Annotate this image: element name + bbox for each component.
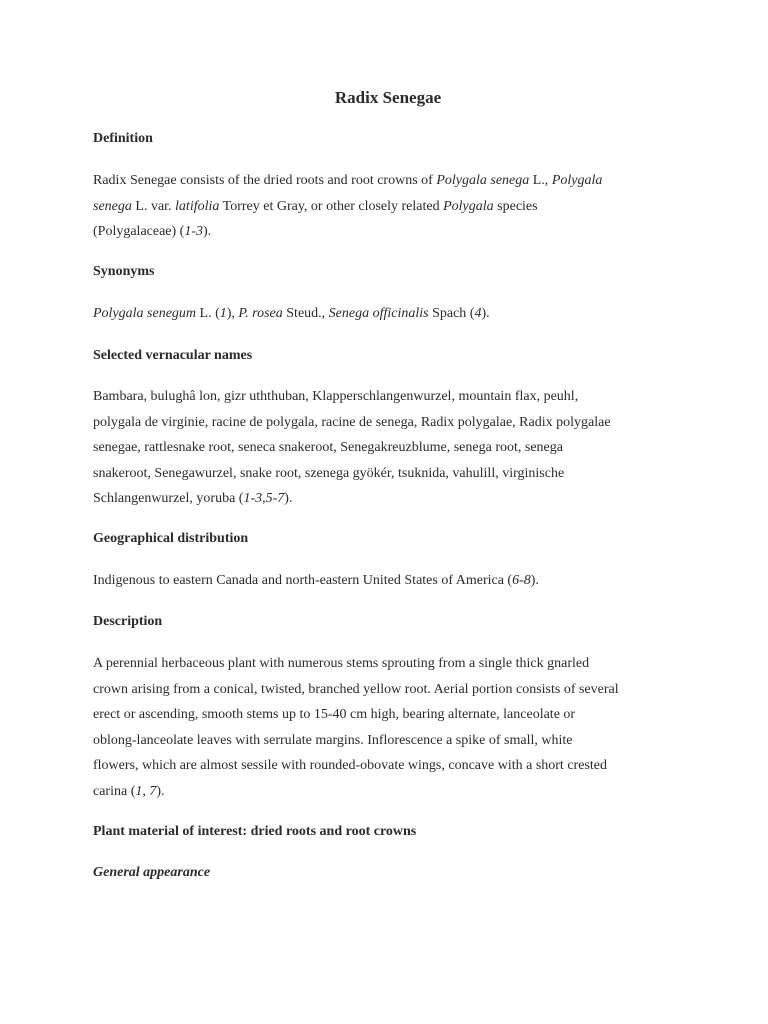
italic-text-run: Polygala <box>443 198 494 214</box>
italic-text-run: Senega officinalis <box>328 306 429 321</box>
paragraph-definition <box>93 168 683 245</box>
text-run: erect or ascending, smooth stems up to 15-40 cm high, bearing alternate, lanceolate or <box>93 707 576 722</box>
italic-text-run: 1-3 <box>184 224 204 239</box>
document-title: Radix Senegae <box>334 88 442 107</box>
text-run: Bambara, bulughâ lon, gizr uththuban, Klapperschlangenwurzel, mountain flax, peuhl, <box>93 389 579 404</box>
text-line <box>93 651 683 677</box>
heading-plant-material: Plant material of interest: dried roots and root crowns <box>93 824 417 839</box>
italic-text-run: 1 <box>135 783 143 799</box>
text-line <box>93 728 683 754</box>
heading-general-appearance: General appearance <box>93 865 211 880</box>
text-run: A perennial herbaceous plant with numerous stems sprouting from a single thick gnarled <box>93 656 590 671</box>
text-run: species <box>493 198 538 214</box>
italic-text-run: Polygala <box>551 173 603 188</box>
text-run: senegae, rattlesnake root, seneca snakeroot, Senegakreuzblume, senega root, senega <box>93 440 563 455</box>
text-run: Radix Senegae consists of the dried roots and root crowns of <box>93 173 437 188</box>
text-run: polygala de virginie, racine de polygala, racine de senega, Radix polygalae, Radix polygalae <box>93 414 611 430</box>
text-run: ), <box>226 306 239 321</box>
italic-text-run: senega <box>93 198 132 214</box>
text-run: L. ( <box>196 306 220 321</box>
text-run: Indigenous to eastern Canada and north-eastern United States of America ( <box>93 573 513 588</box>
text-line <box>93 194 683 220</box>
heading-definition: Definition <box>93 131 153 146</box>
paragraph-description <box>93 651 683 804</box>
text-run: flowers, which are almost sessile with rounded-obovate wings, concave with a short crested <box>93 758 607 773</box>
italic-text-run: Polygala senegum <box>93 306 197 321</box>
paragraph-synonyms <box>93 301 683 327</box>
italic-text-run: Polygala senega <box>436 173 530 188</box>
paragraph-vernacular-names <box>93 384 683 512</box>
text-run: ). <box>530 573 539 588</box>
heading-geographical-distribution: Geographical distribution <box>93 531 249 546</box>
text-run: L., <box>529 173 552 188</box>
text-run: ). <box>481 306 490 321</box>
text-line <box>93 168 683 194</box>
italic-text-run: 1 <box>219 306 227 321</box>
italic-text-run: 6-8 <box>512 573 531 588</box>
heading-description: Description <box>93 614 163 629</box>
text-run: ). <box>284 491 293 506</box>
text-run: Spach ( <box>428 306 475 321</box>
text-run: carina ( <box>93 783 136 799</box>
text-line <box>93 461 683 487</box>
text-line <box>93 568 683 594</box>
text-run: ). <box>203 224 212 239</box>
text-line <box>93 384 683 410</box>
italic-text-run: latifolia <box>175 198 220 214</box>
paragraph-geographical-distribution <box>93 568 683 594</box>
text-line <box>93 779 683 805</box>
heading-synonyms: Synonyms <box>93 264 155 279</box>
text-run: oblong-lanceolate leaves with serrulate margins. Inflorescence a spike of small, white <box>93 732 573 748</box>
text-run: snakeroot, Senegawurzel, snake root, szenega gyökér, tsuknida, vahulill, virginische <box>93 465 565 481</box>
heading-vernacular-names: Selected vernacular names <box>93 348 253 363</box>
text-line <box>93 410 683 436</box>
text-run: ). <box>156 783 165 799</box>
text-line <box>93 301 683 327</box>
text-run: Steud., <box>282 306 329 321</box>
text-line <box>93 219 683 245</box>
text-run: , <box>262 491 266 506</box>
italic-text-run: 4 <box>474 306 482 321</box>
text-run: (Polygalaceae) ( <box>93 224 185 239</box>
text-run: , <box>142 783 150 799</box>
italic-text-run: 7 <box>149 783 157 799</box>
text-line <box>93 677 683 703</box>
text-line <box>93 435 683 461</box>
text-line <box>93 702 683 728</box>
text-line <box>93 753 683 779</box>
text-run: Schlangenwurzel, yoruba ( <box>93 491 244 506</box>
text-run: Torrey et Gray, or other closely related <box>219 198 444 214</box>
italic-text-run: 1-3 <box>243 491 263 506</box>
italic-text-run: 5-7 <box>265 491 285 506</box>
italic-text-run: P. rosea <box>238 306 283 321</box>
text-run: L. var. <box>131 198 176 214</box>
text-line <box>93 486 683 512</box>
text-run: crown arising from a conical, twisted, branched yellow root. Aerial portion consists of several <box>93 681 619 697</box>
